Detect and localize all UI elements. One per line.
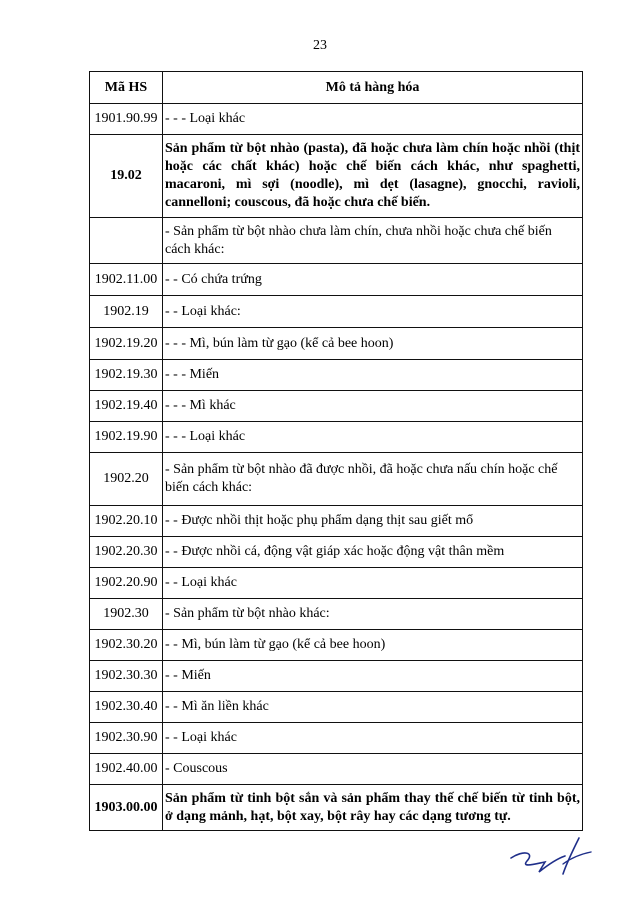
item-description: - Sản phẩm từ bột nhào khác: — [163, 599, 583, 630]
item-description: - - Loại khác — [163, 723, 583, 754]
table-row — [90, 785, 583, 831]
hs-code: 1902.20 — [90, 453, 163, 506]
item-description: - Sản phẩm từ bột nhào chưa làm chín, chưa nhồi hoặc chưa chế biến cách khác: — [163, 218, 583, 264]
table-row — [90, 422, 583, 453]
page-number: 23 — [313, 38, 327, 53]
table-row — [90, 360, 583, 391]
table-row — [90, 104, 583, 135]
item-description: - - Loại khác — [163, 568, 583, 599]
hs-code: 1902.40.00 — [90, 754, 163, 785]
table-row — [90, 692, 583, 723]
table-row — [90, 296, 583, 328]
table-row — [90, 453, 583, 506]
table-row — [90, 537, 583, 568]
table-row — [90, 661, 583, 692]
hs-code: 1902.20.30 — [90, 537, 163, 568]
signature-mark — [505, 828, 595, 888]
item-description: - Couscous — [163, 754, 583, 785]
table-row — [90, 568, 583, 599]
hs-code: 1902.20.90 — [90, 568, 163, 599]
hs-code: 1902.11.00 — [90, 264, 163, 296]
hs-code: 1902.30.90 — [90, 723, 163, 754]
header-description: Mô tả hàng hóa — [163, 72, 583, 104]
item-description: Sản phẩm từ bột nhào (pasta), đã hoặc chưa làm chín hoặc nhồi (thịt hoặc các chất khác) hoặc chế biến cách khác, như spaghetti, macaroni, mì sợi (noodle), mì dẹt (lasagne), gnocchi, ravioli, cannelloni; couscous, đã hoặc chưa chế biến. — [163, 135, 583, 218]
hs-code: 1902.19.40 — [90, 391, 163, 422]
table-row — [90, 754, 583, 785]
table-row — [90, 506, 583, 537]
hs-code: 1902.30.40 — [90, 692, 163, 723]
item-description: - - Được nhồi cá, động vật giáp xác hoặc động vật thân mềm — [163, 537, 583, 568]
hs-code: 1903.00.00 — [90, 785, 163, 831]
item-description: Sản phẩm từ tinh bột sắn và sản phẩm thay thế chế biến từ tinh bột, ở dạng mảnh, hạt, bột xay, bột rây hay các dạng tương tự. — [163, 785, 583, 831]
hs-code: 1901.90.99 — [90, 104, 163, 135]
hs-code: 1902.30 — [90, 599, 163, 630]
table-row — [90, 599, 583, 630]
item-description: - - Có chứa trứng — [163, 264, 583, 296]
item-description: - - Được nhồi thịt hoặc phụ phẩm dạng thịt sau giết mổ — [163, 506, 583, 537]
table-row — [90, 391, 583, 422]
item-description: - - Miến — [163, 661, 583, 692]
table-row — [90, 135, 583, 218]
hs-code — [90, 218, 163, 264]
item-description: - - - Miến — [163, 360, 583, 391]
item-description: - Sản phẩm từ bột nhào đã được nhồi, đã hoặc chưa nấu chín hoặc chế biến cách khác: — [163, 453, 583, 506]
item-description: - - - Mì khác — [163, 391, 583, 422]
hs-code-table — [89, 71, 583, 831]
hs-code: 1902.30.30 — [90, 661, 163, 692]
item-description: - - Loại khác: — [163, 296, 583, 328]
item-description: - - - Loại khác — [163, 104, 583, 135]
item-description: - - - Mì, bún làm từ gạo (kể cả bee hoon) — [163, 328, 583, 360]
hs-code: 1902.19 — [90, 296, 163, 328]
table-row — [90, 328, 583, 360]
table-row — [90, 630, 583, 661]
hs-code: 1902.30.20 — [90, 630, 163, 661]
hs-code: 1902.19.90 — [90, 422, 163, 453]
hs-code: 1902.20.10 — [90, 506, 163, 537]
item-description: - - Mì ăn liền khác — [163, 692, 583, 723]
table-row — [90, 723, 583, 754]
table-row — [90, 264, 583, 296]
item-description: - - Mì, bún làm từ gạo (kể cả bee hoon) — [163, 630, 583, 661]
table-header-row — [90, 72, 583, 104]
hs-code: 1902.19.30 — [90, 360, 163, 391]
hs-code: 19.02 — [90, 135, 163, 218]
hs-code: 1902.19.20 — [90, 328, 163, 360]
header-code: Mã HS — [90, 72, 163, 104]
table-row — [90, 218, 583, 264]
item-description: - - - Loại khác — [163, 422, 583, 453]
